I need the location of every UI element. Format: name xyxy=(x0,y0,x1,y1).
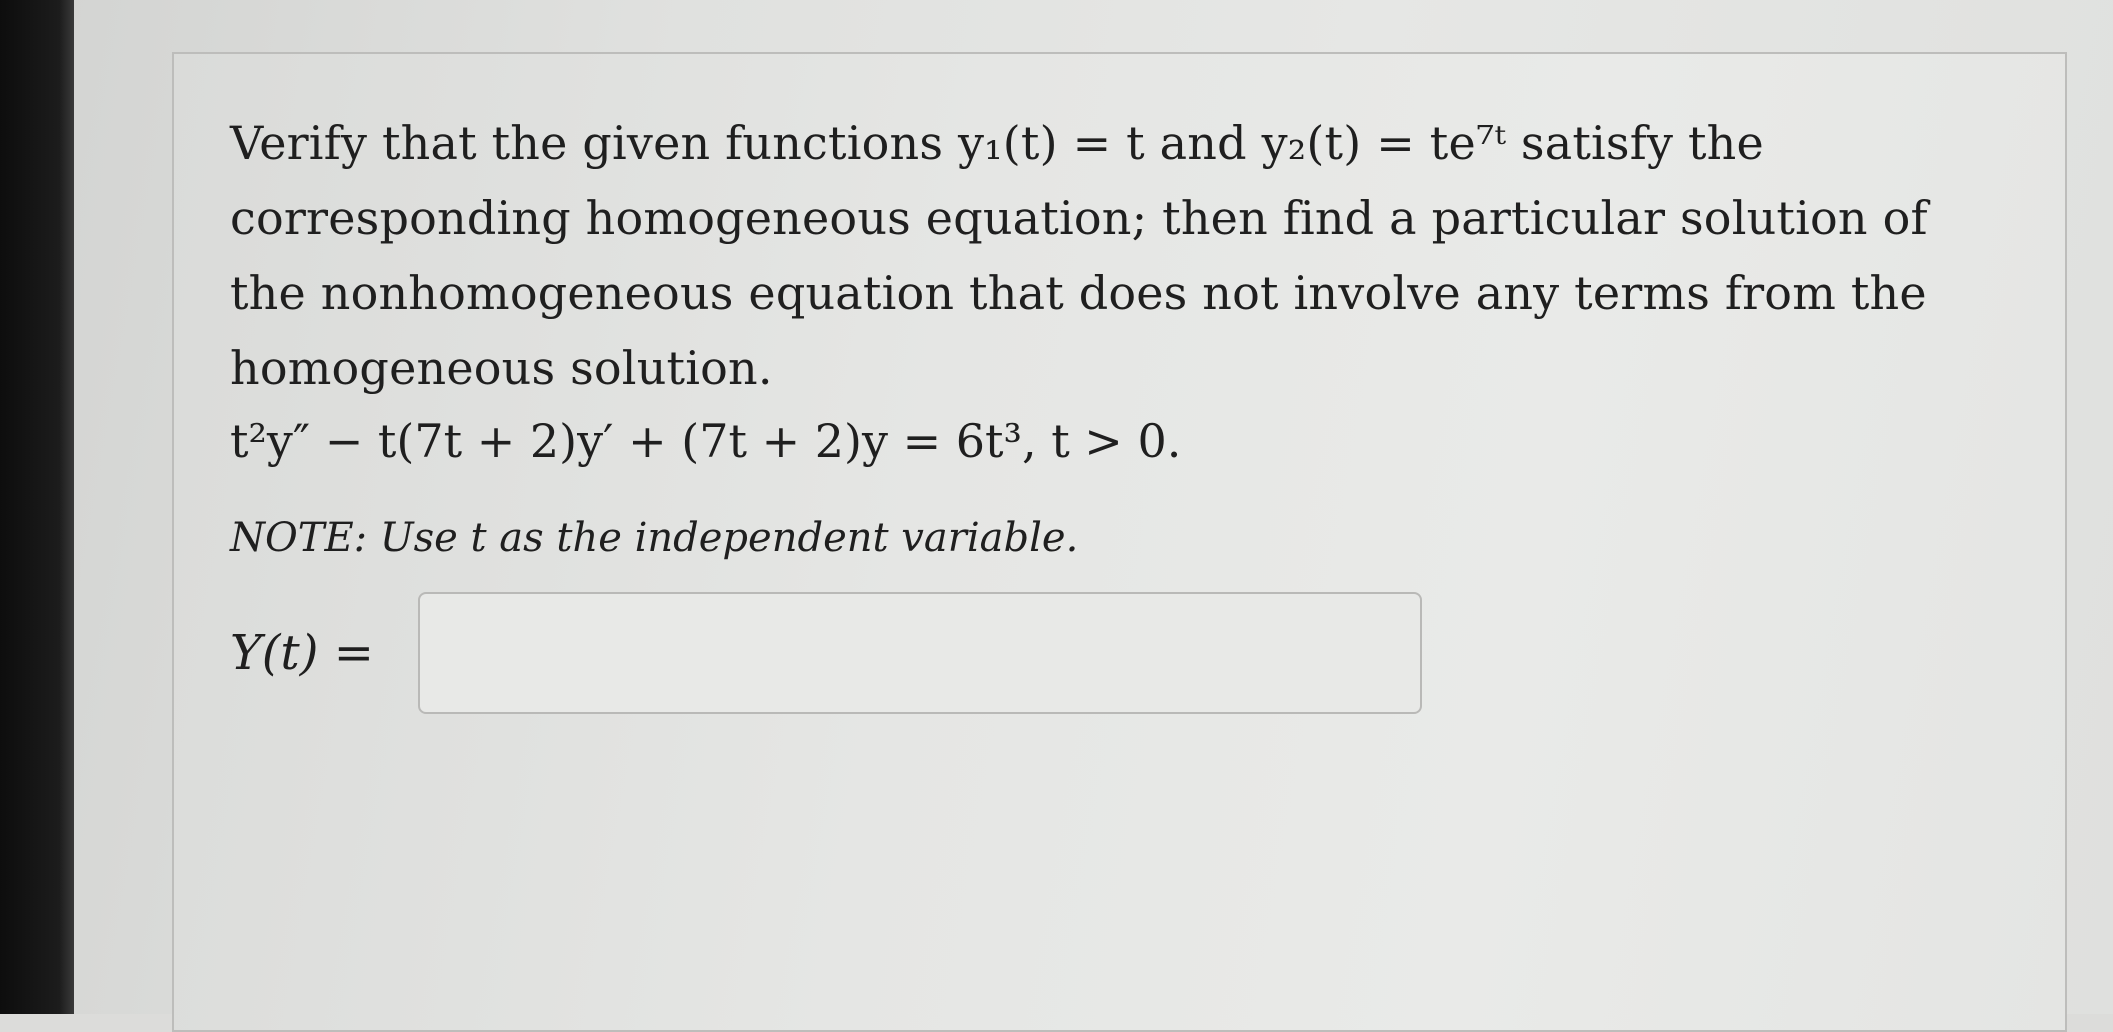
monitor-bezel xyxy=(0,0,74,1014)
differential-equation: t²y″ − t(7t + 2)y′ + (7t + 2)y = 6t³, t > 0. xyxy=(230,414,1182,468)
answer-row xyxy=(230,592,2030,714)
question-content xyxy=(230,106,2030,714)
problem-statement: Verify that the given functions y₁(t) = t and y₂(t) = te⁷ᵗ satisfy the corresponding homogeneous equation; then find a particular solution of the nonhomogeneous equation that does not involve any terms from the homogeneous solution. xyxy=(230,116,1928,395)
answer-input[interactable] xyxy=(418,592,1422,714)
answer-label: Y(t) = xyxy=(230,625,374,681)
note-text: NOTE: Use t as the independent variable. xyxy=(230,515,1079,561)
